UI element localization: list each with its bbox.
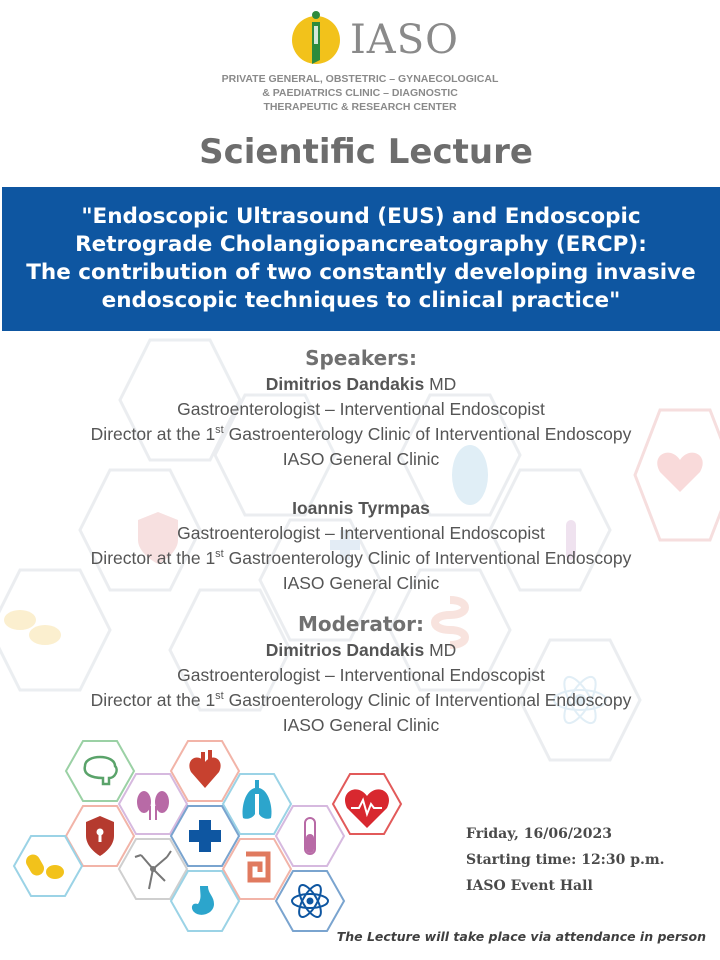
- test-tube-icon: [276, 806, 344, 866]
- moderator-name: Dimitrios Dandakis: [265, 640, 425, 660]
- speaker-name: Ioannis Tyrmpas: [292, 498, 430, 518]
- moderator-role: Gastroenterologist – Interventional Endoscopist: [177, 665, 545, 685]
- speaker-clinic: IASO General Clinic: [282, 573, 440, 593]
- event-date: Friday, 16/06/2023: [466, 826, 612, 842]
- moderator-heading: Moderator:: [297, 612, 425, 636]
- director-prefix: Director at the 1: [90, 424, 216, 444]
- spacer: [0, 472, 720, 496]
- atom-icon: [276, 871, 344, 931]
- speaker-clinic: IASO General Clinic: [282, 449, 440, 469]
- moderator-director: [0, 688, 720, 713]
- attendance-note: The Lecture will take place via attendance in person: [336, 929, 706, 944]
- speakers-section: [0, 344, 720, 738]
- moderator-clinic: IASO General Clinic: [282, 715, 440, 735]
- speaker-name: Dimitrios Dandakis: [265, 374, 425, 394]
- clinic-desc-line: & PAEDIATRICS CLINIC – DIAGNOSTIC: [262, 87, 458, 99]
- clinic-desc-line: PRIVATE GENERAL, OBSTETRIC – GYNAECOLOGICAL: [221, 73, 499, 85]
- ordinal-suffix: st: [215, 424, 224, 437]
- medical-icons-cluster: [0, 736, 440, 936]
- director-clinic: Gastroenterology Clinic of Interventional Endoscopy: [223, 690, 632, 710]
- ordinal-suffix: st: [215, 548, 224, 561]
- director-prefix: Director at the 1: [90, 690, 216, 710]
- director-clinic: Gastroenterology Clinic of Interventional Endoscopy: [223, 424, 632, 444]
- speaker-role: Gastroenterologist – Interventional Endoscopist: [177, 399, 545, 419]
- topic-line: Retrograde Cholangiopancreatography (ERCP):: [75, 232, 647, 257]
- event-details: [466, 821, 716, 899]
- event-time: Starting time: 12:30 p.m.: [466, 852, 665, 868]
- lecture-topic-banner: [2, 187, 720, 331]
- ordinal-suffix: st: [215, 690, 224, 703]
- speaker-suffix: MD: [424, 374, 457, 394]
- speaker-name-line: [0, 496, 720, 521]
- speaker-director: [0, 546, 720, 571]
- moderator-name-line: [0, 638, 720, 663]
- logo-brand-text: IASO: [350, 17, 459, 63]
- director-prefix: Director at the 1: [90, 548, 216, 568]
- spacer: [0, 596, 720, 610]
- lecture-topic: [2, 203, 720, 315]
- event-venue: IASO Event Hall: [466, 878, 593, 894]
- lecture-title: Scientific Lecture: [199, 132, 533, 172]
- clinic-description: [0, 72, 720, 114]
- logo-figure-icon: [308, 10, 324, 66]
- brain-icon: [66, 741, 134, 801]
- iaso-logo: [290, 10, 459, 66]
- topic-line: "Endoscopic Ultrasound (EUS) and Endoscopic: [81, 204, 641, 229]
- heart-monitor-icon: [333, 774, 401, 834]
- topic-line: The contribution of two constantly developing invasive: [26, 260, 696, 285]
- speaker-role: Gastroenterologist – Interventional Endoscopist: [177, 523, 545, 543]
- speaker-director: [0, 422, 720, 447]
- topic-line: endoscopic techniques to clinical practice": [101, 288, 621, 313]
- clinic-desc-line: THERAPEUTIC & RESEARCH CENTER: [263, 101, 457, 113]
- speakers-heading: Speakers:: [305, 346, 417, 370]
- moderator-suffix: MD: [424, 640, 457, 660]
- speaker-name-line: [0, 372, 720, 397]
- director-clinic: Gastroenterology Clinic of Interventional Endoscopy: [223, 548, 632, 568]
